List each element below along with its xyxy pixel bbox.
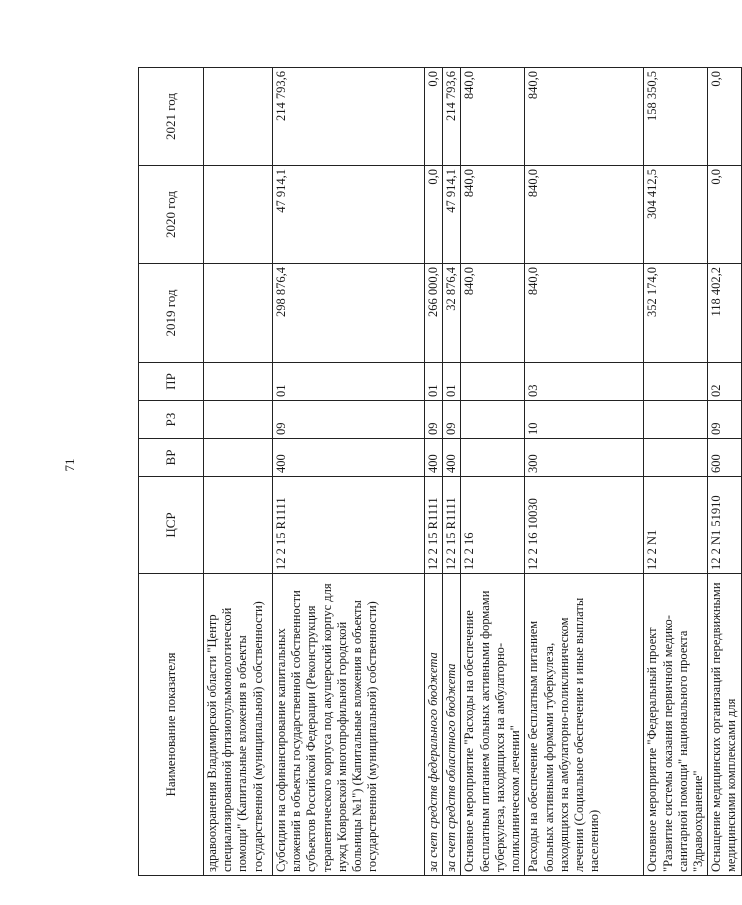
rotated-table-container bbox=[138, 67, 739, 876]
header-row bbox=[139, 68, 204, 876]
row-vr: 400 bbox=[443, 439, 461, 477]
row-csr: 12 2 N1 51910 bbox=[708, 477, 741, 574]
row-csr bbox=[204, 477, 273, 574]
row-rz: 09 bbox=[443, 401, 461, 439]
row-csr: 12 2 15 R1111 bbox=[443, 477, 461, 574]
row-value-2020: 0,0 bbox=[425, 166, 443, 264]
row-vr bbox=[644, 439, 708, 477]
col-header-name: Наименование показателя bbox=[139, 574, 204, 876]
row-vr bbox=[461, 439, 525, 477]
row-pr: 01 bbox=[443, 363, 461, 401]
row-vr: 400 bbox=[273, 439, 425, 477]
row-vr bbox=[204, 439, 273, 477]
row-name: Субсидии на софинансирование капитальных вложений в объекты государственной собственности субъектов Российской Федерации (Реконструкция терапевтического корпуса под акушерский корпус для нужд Ковровской многопрофильной городской больницы №1") (Капитальные вложения в объекты государственной (муниципальной) собственности) bbox=[273, 574, 425, 876]
row-value-2021: 840,0 bbox=[525, 68, 644, 166]
row-rz bbox=[644, 401, 708, 439]
row-pr bbox=[204, 363, 273, 401]
row-pr: 01 bbox=[273, 363, 425, 401]
row-pr: 03 bbox=[525, 363, 644, 401]
col-header-csr: ЦСР bbox=[139, 477, 204, 574]
col-header-2019: 2019 год bbox=[139, 264, 204, 363]
row-value-2020: 840,0 bbox=[461, 166, 525, 264]
row-csr: 12 2 N1 bbox=[644, 477, 708, 574]
row-value-2020: 304 412,5 bbox=[644, 166, 708, 264]
row-value-2020: 840,0 bbox=[525, 166, 644, 264]
row-value-2019 bbox=[204, 264, 273, 363]
row-name: Расходы на обеспечение бесплатным питанием больных активными формами туберкулеза, находящихся на амбулаторно-поликлиническом лечении (Социальное обеспечение и иные выплаты населению) bbox=[525, 574, 644, 876]
row-value-2019: 840,0 bbox=[525, 264, 644, 363]
row-vr: 400 bbox=[425, 439, 443, 477]
col-header-pr: ПР bbox=[139, 363, 204, 401]
table-row bbox=[708, 68, 741, 876]
row-value-2020: 47 914,1 bbox=[443, 166, 461, 264]
table-row bbox=[425, 68, 443, 876]
row-rz: 10 bbox=[525, 401, 644, 439]
row-value-2019: 118 402,2 bbox=[708, 264, 741, 363]
row-value-2021: 0,0 bbox=[425, 68, 443, 166]
col-header-2021: 2021 год bbox=[139, 68, 204, 166]
row-value-2019: 298 876,4 bbox=[273, 264, 425, 363]
row-value-2020: 47 914,1 bbox=[273, 166, 425, 264]
row-value-2021: 0,0 bbox=[708, 68, 741, 166]
row-csr: 12 2 15 R1111 bbox=[273, 477, 425, 574]
row-name: за счет средств федерального бюджета bbox=[425, 574, 443, 876]
row-value-2021: 840,0 bbox=[461, 68, 525, 166]
row-pr bbox=[644, 363, 708, 401]
col-header-vr: ВР bbox=[139, 439, 204, 477]
row-value-2019: 32 876,4 bbox=[443, 264, 461, 363]
table-row bbox=[644, 68, 708, 876]
row-rz bbox=[204, 401, 273, 439]
page-number: 71 bbox=[62, 458, 77, 472]
row-name: Оснащение медицинских организаций передвижными медицинскими комплексами для bbox=[708, 574, 741, 876]
row-value-2019: 266 000,0 bbox=[425, 264, 443, 363]
table-row bbox=[273, 68, 425, 876]
row-name: Основное мероприятие "Федеральный проект "Развитие системы оказания первичной медико-санитарной помощи" национального проекта "Здравоохранение" bbox=[644, 574, 708, 876]
table-row bbox=[443, 68, 461, 876]
row-pr: 02 bbox=[708, 363, 741, 401]
row-name: здравоохранения Владимирской области "Центр специализированной фтизиопульмонологической помощи" (Капитальные вложения в объекты государственной (муниципальной) собственности) bbox=[204, 574, 273, 876]
row-name: за счет средств областного бюджета bbox=[443, 574, 461, 876]
row-vr: 600 bbox=[708, 439, 741, 477]
col-header-rz: РЗ bbox=[139, 401, 204, 439]
row-rz bbox=[461, 401, 525, 439]
row-pr bbox=[461, 363, 525, 401]
row-csr: 12 2 15 R1111 bbox=[425, 477, 443, 574]
row-value-2019: 840,0 bbox=[461, 264, 525, 363]
row-name: Основное мероприятие "Расходы на обеспечение бесплатным питанием больных активными формами туберкулеза, находящихся на амбулаторно-поликлиническом лечении" bbox=[461, 574, 525, 876]
row-rz: 09 bbox=[708, 401, 741, 439]
row-value-2021 bbox=[204, 68, 273, 166]
col-header-2020: 2020 год bbox=[139, 166, 204, 264]
row-value-2019: 352 174,0 bbox=[644, 264, 708, 363]
row-value-2021: 158 350,5 bbox=[644, 68, 708, 166]
row-vr: 300 bbox=[525, 439, 644, 477]
table-row bbox=[204, 68, 273, 876]
row-rz: 09 bbox=[425, 401, 443, 439]
row-value-2020 bbox=[204, 166, 273, 264]
row-csr: 12 2 16 10030 bbox=[525, 477, 644, 574]
row-value-2020: 0,0 bbox=[708, 166, 741, 264]
row-csr: 12 2 16 bbox=[461, 477, 525, 574]
budget-table bbox=[138, 67, 742, 876]
row-pr: 01 bbox=[425, 363, 443, 401]
row-value-2021: 214 793,6 bbox=[443, 68, 461, 166]
table-row bbox=[525, 68, 644, 876]
table-row bbox=[461, 68, 525, 876]
row-rz: 09 bbox=[273, 401, 425, 439]
row-value-2021: 214 793,6 bbox=[273, 68, 425, 166]
